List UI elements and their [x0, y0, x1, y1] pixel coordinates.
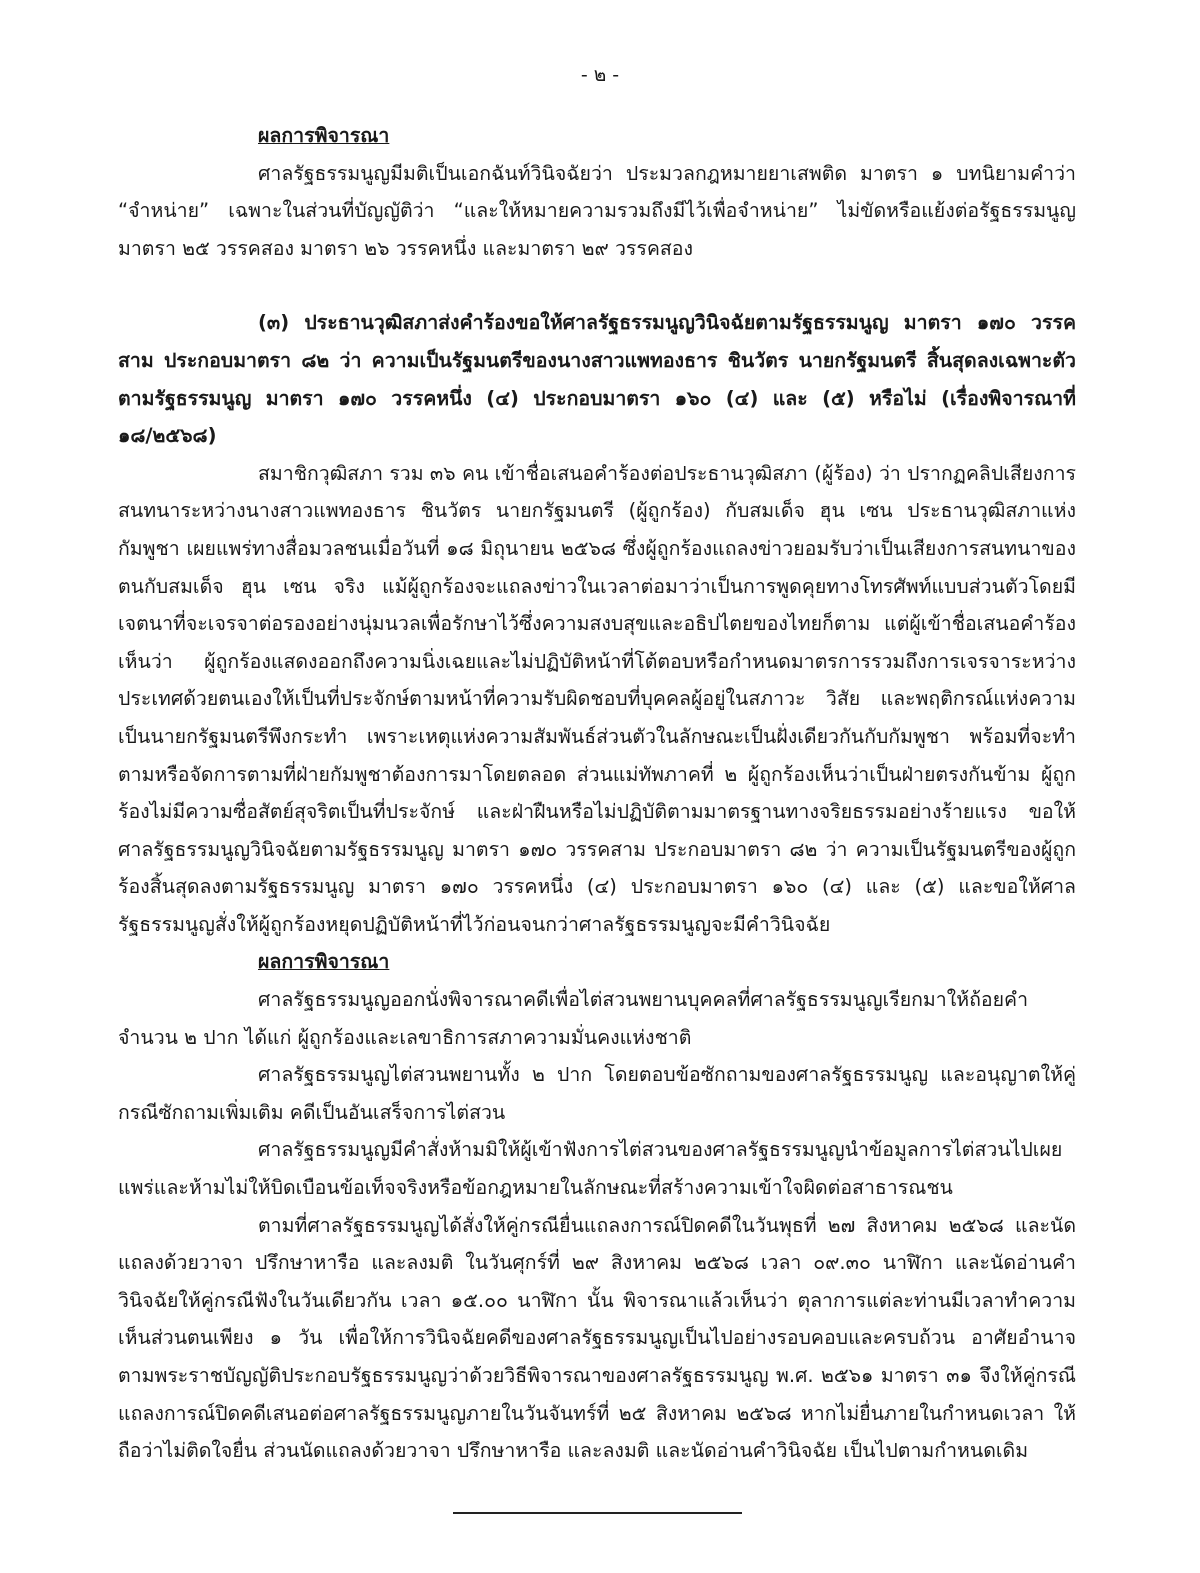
result-paragraph-1: ศาลรัฐธรรมนูญมีมติเป็นเอกฉันท์วินิจฉัยว่า ประมวลกฎหมายยาเสพติด มาตรา ๑ บทนิยามคำว่า “จำหน่าย” เฉพาะในส่วนที่บัญญัติว่า “และให้หมายความรวมถึงมีไว้เพื่อจำหน่าย” ไม่ขัดหรือแย้งต่อรัฐธรรมนูญ มาตรา ๒๕ วรรคสอง มาตรา ๒๖ วรรคหนึ่ง และมาตรา ๒๙ วรรคสอง	[118, 161, 1076, 260]
page-number: - ๒ -	[580, 64, 620, 86]
result-paragraph-2: ศาลรัฐธรรมนูญออกนั่งพิจารณาคดีเพื่อไต่สวนพยานบุคคลที่ศาลรัฐธรรมนูญเรียกมาให้ถ้อยคำ จำนวน ๒ ปาก ได้แก่ ผู้ถูกร้องและเลขาธิการสภาความมั่นคงแห่งชาติ	[118, 988, 1029, 1049]
case-title: (๓) ประธานวุฒิสภาส่งคำร้องขอให้ศาลรัฐธรรมนูญวินิจฉัยตามรัฐธรรมนูญ มาตรา ๑๗๐ วรรคสาม ประกอบมาตรา ๘๒ ว่า ความเป็นรัฐมนตรีของนางสาวแพทองธาร ชินวัตร นายกรัฐมนตรี สิ้นสุดลงเฉพาะตัวตามรัฐธรรมนูญ มาตรา ๑๗๐ วรรคหนึ่ง (๔) ประกอบมาตรา ๑๖๐ (๔) และ (๕) หรือไม่ (เรื่องพิจารณาที่ ๑๘/๒๕๖๘)	[118, 311, 1076, 448]
result-paragraph-3: ศาลรัฐธรรมนูญไต่สวนพยานทั้ง ๒ ปาก โดยตอบข้อซักถามของศาลรัฐธรรมนูญ และอนุญาตให้คู่กรณีซักถามเพิ่มเติม คดีเป็นอันเสร็จการไต่สวน	[118, 1063, 1076, 1124]
petition-paragraph: สมาชิกวุฒิสภา รวม ๓๖ คน เข้าชื่อเสนอคำร้องต่อประธานวุฒิสภา (ผู้ร้อง) ว่า ปรากฏคลิปเสียงการสนทนาระหว่างนางสาวแพทองธาร ชินวัตร นายกรัฐมนตรี (ผู้ถูกร้อง) กับสมเด็จ ฮุน เซน ประธานวุฒิสภาแห่งกัมพูชา เผยแพร่ทางสื่อมวลชนเมื่อวันที่ ๑๘ มิถุนายน ๒๕๖๘ ซึ่งผู้ถูกร้องแถลงข่าวยอมรับว่าเป็นเสียงการสนทนาของตนกับสมเด็จ ฮุน เซน จริง แม้ผู้ถูกร้องจะแถลงข่าวในเวลาต่อมาว่าเป็นการพูดคุยทางโทรศัพท์แบบส่วนตัวโดยมีเจตนาที่จะเจรจาต่อรองอย่างนุ่มนวลเพื่อรักษาไว้ซึ่งความสงบสุขและอธิปไตยของไทยก็ตาม แต่ผู้เข้าชื่อเสนอคำร้องเห็นว่า ผู้ถูกร้องแสดงออกถึงความนิ่งเฉยและไม่ปฏิบัติหน้าที่โต้ตอบหรือกำหนดมาตรการรวมถึงการเจรจาระหว่างประเทศด้วยตนเองให้เป็นที่ประจักษ์ตามหน้าที่ความรับผิดชอบที่บุคคลผู้อยู่ในสภาวะ วิสัย และพฤติกรณ์แห่งความเป็นนายกรัฐมนตรีพึงกระทำ เพราะเหตุแห่งความสัมพันธ์ส่วนตัวในลักษณะเป็นฝั่งเดียวกันกับกัมพูชา พร้อมที่จะทำตามหรือจัดการตามที่ฝ่ายกัมพูชาต้องการมาโดยตลอด ส่วนแม่ทัพภาคที่ ๒ ผู้ถูกร้องเห็นว่าเป็นฝ่ายตรงกันข้าม ผู้ถูกร้องไม่มีความซื่อสัตย์สุจริตเป็นที่ประจักษ์ และฝ่าฝืนหรือไม่ปฏิบัติตามมาตรฐานทางจริยธรรมอย่างร้ายแรง ขอให้ศาลรัฐธรรมนูญวินิจฉัยตามรัฐธรรมนูญ มาตรา ๑๗๐ วรรคสาม ประกอบมาตรา ๘๒ ว่า ความเป็นรัฐมนตรีของผู้ถูกร้องสิ้นสุดลงตามรัฐธรรมนูญ มาตรา ๑๗๐ วรรคหนึ่ง (๔) ประกอบมาตรา ๑๖๐ (๔) และ (๕) และขอให้ศาลรัฐธรรมนูญสั่งให้ผู้ถูกร้องหยุดปฏิบัติหน้าที่ไว้ก่อนจนกว่าศาลรัฐธรรมนูญจะมีคำวินิจฉัย	[118, 461, 1076, 936]
section-heading-result-2: ผลการพิจารณา	[258, 950, 390, 974]
section-heading-result-1: ผลการพิจารณา	[258, 124, 390, 147]
result-paragraph-5: ตามที่ศาลรัฐธรรมนูญได้สั่งให้คู่กรณียื่นแถลงการณ์ปิดคดีในวันพุธที่ ๒๗ สิงหาคม ๒๕๖๘ และนัดแถลงด้วยวาจา ปรึกษาหารือ และลงมติ ในวันศุกร์ที่ ๒๙ สิงหาคม ๒๕๖๘ เวลา ๐๙.๓๐ นาฬิกา และนัดอ่านคำวินิจฉัยให้คู่กรณีฟังในวันเดียวกัน เวลา ๑๕.๐๐ นาฬิกา นั้น พิจารณาแล้วเห็นว่า ตุลาการแต่ละท่านมีเวลาทำความเห็นส่วนตนเพียง ๑ วัน เพื่อให้การวินิจฉัยคดีของศาลรัฐธรรมนูญเป็นไปอย่างรอบคอบและครบถ้วน อาศัยอำนาจตามพระราชบัญญัติประกอบรัฐธรรมนูญว่าด้วยวิธีพิจารณาของศาลรัฐธรรมนูญ พ.ศ. ๒๕๖๑ มาตรา ๓๑ จึงให้คู่กรณีแถลงการณ์ปิดคดีเสนอต่อศาลรัฐธรรมนูญภายในวันจันทร์ที่ ๒๕ สิงหาคม ๒๕๖๘ หากไม่ยื่นภายในกำหนดเวลา ให้ถือว่าไม่ติดใจยื่น ส่วนนัดแถลงด้วยวาจา ปรึกษาหารือ และลงมติ และนัดอ่านคำวินิจฉัย เป็นไปตามกำหนดเดิม	[118, 1213, 1076, 1463]
footer-divider	[453, 1512, 742, 1514]
document-body	[118, 117, 1076, 1470]
result-paragraph-4: ศาลรัฐธรรมนูญมีคำสั่งห้ามมิให้ผู้เข้าฟังการไต่สวนของศาลรัฐธรรมนูญนำข้อมูลการไต่สวนไปเผยแพร่และห้ามไม่ให้บิดเบือนข้อเท็จจริงหรือข้อกฎหมายในลักษณะที่สร้างความเข้าใจผิดต่อสาธารณชน	[118, 1138, 1063, 1200]
